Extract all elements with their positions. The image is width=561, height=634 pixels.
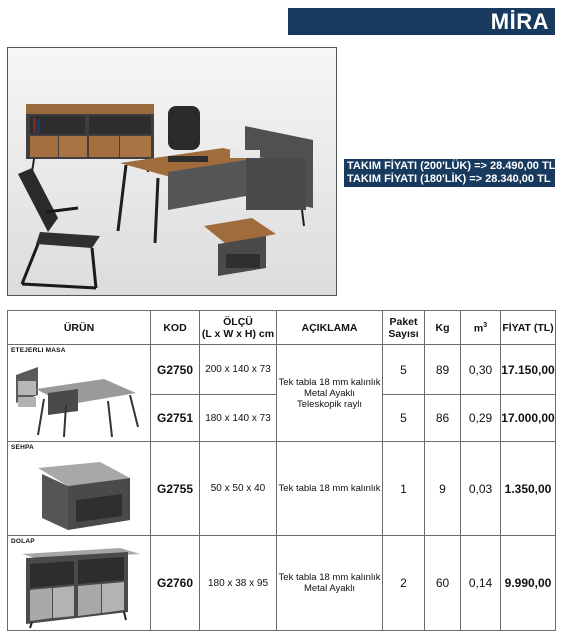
aciklama-line: Tek tabla 18 mm kalınlık bbox=[278, 376, 381, 388]
table-row bbox=[8, 345, 556, 395]
kg-cell: 60 bbox=[425, 536, 461, 631]
sehpa-image bbox=[8, 450, 149, 536]
aciklama-line: Teleskopik raylı bbox=[297, 398, 362, 410]
col-fiyat: FİYAT (TL) bbox=[501, 311, 556, 345]
col-olcu-line1: ÖLÇÜ bbox=[223, 315, 253, 328]
aciklama-cell bbox=[277, 442, 383, 536]
set-price-200: TAKIM FİYATI (200'LÜK) => 28.490,00 TL bbox=[347, 160, 556, 172]
aciklama-line: Metal Ayaklı bbox=[303, 583, 356, 594]
olcu-cell: 180 x 140 x 73 bbox=[200, 395, 277, 442]
col-paket-line1: Paket bbox=[389, 315, 418, 328]
fiyat-cell: 17.000,00 bbox=[501, 395, 556, 442]
set-price-180: TAKIM FİYATI (180'LİK) => 28.340,00 TL bbox=[347, 173, 551, 185]
aciklama-line: Tek tabla 18 mm kalınlık bbox=[278, 483, 381, 494]
kod-cell: G2750 bbox=[151, 345, 200, 395]
col-paket-line2: Sayısı bbox=[388, 327, 419, 340]
kod-cell: G2751 bbox=[151, 395, 200, 442]
page-title: MİRA bbox=[490, 9, 549, 34]
col-urun: ÜRÜN bbox=[8, 311, 151, 345]
office-set-photo bbox=[7, 47, 337, 296]
m3-cell: 0,29 bbox=[461, 395, 501, 442]
m3-cell: 0,30 bbox=[461, 345, 501, 395]
kg-cell: 9 bbox=[425, 442, 461, 536]
fiyat-cell: 1.350,00 bbox=[501, 442, 556, 536]
olcu-cell: 50 x 50 x 40 bbox=[200, 442, 277, 536]
m3-cell: 0,03 bbox=[461, 442, 501, 536]
col-m3-base: m bbox=[473, 322, 484, 335]
col-olcu bbox=[200, 311, 277, 345]
col-kg: Kg bbox=[425, 311, 461, 345]
fiyat-cell: 9.990,00 bbox=[501, 536, 556, 631]
col-m3-sup: 3 bbox=[483, 322, 488, 330]
col-aciklama: AÇIKLAMA bbox=[277, 311, 383, 345]
dolap-image bbox=[8, 544, 149, 630]
paket-cell: 5 bbox=[383, 345, 425, 395]
aciklama-cell bbox=[277, 536, 383, 631]
m3-cell: 0,14 bbox=[461, 536, 501, 631]
aciklama-cell bbox=[277, 345, 383, 442]
set-price-box bbox=[344, 159, 555, 187]
product-cell-etejerli-masa bbox=[8, 345, 151, 442]
aciklama-line: Tek tabla 18 mm kalınlık bbox=[278, 572, 381, 583]
paket-cell: 2 bbox=[383, 536, 425, 631]
col-paket bbox=[383, 311, 425, 345]
paket-cell: 1 bbox=[383, 442, 425, 536]
fiyat-cell: 17.150,00 bbox=[501, 345, 556, 395]
kg-cell: 89 bbox=[425, 345, 461, 395]
paket-cell: 5 bbox=[383, 395, 425, 442]
table-row bbox=[8, 536, 556, 631]
olcu-cell: 200 x 140 x 73 bbox=[200, 345, 277, 395]
col-m3 bbox=[461, 311, 501, 345]
office-set-illustration bbox=[8, 48, 337, 296]
product-cell-dolap bbox=[8, 536, 151, 631]
table-header-row bbox=[8, 311, 556, 345]
product-label: SEHPA bbox=[11, 444, 34, 451]
table-row bbox=[8, 442, 556, 536]
aciklama-line: Metal Ayaklı bbox=[303, 387, 356, 399]
brand-title-bar bbox=[288, 8, 555, 35]
col-olcu-line2: (L x W x H) cm bbox=[201, 327, 275, 340]
kod-cell: G2755 bbox=[151, 442, 200, 536]
price-table bbox=[7, 310, 556, 631]
olcu-cell: 180 x 38 x 95 bbox=[200, 536, 277, 631]
product-cell-sehpa bbox=[8, 442, 151, 536]
kod-cell: G2760 bbox=[151, 536, 200, 631]
product-label: DOLAP bbox=[11, 538, 35, 545]
product-label: ETEJERLI MASA bbox=[11, 347, 66, 354]
col-kod: KOD bbox=[151, 311, 200, 345]
etejerli-masa-image bbox=[8, 353, 149, 441]
kg-cell: 86 bbox=[425, 395, 461, 442]
